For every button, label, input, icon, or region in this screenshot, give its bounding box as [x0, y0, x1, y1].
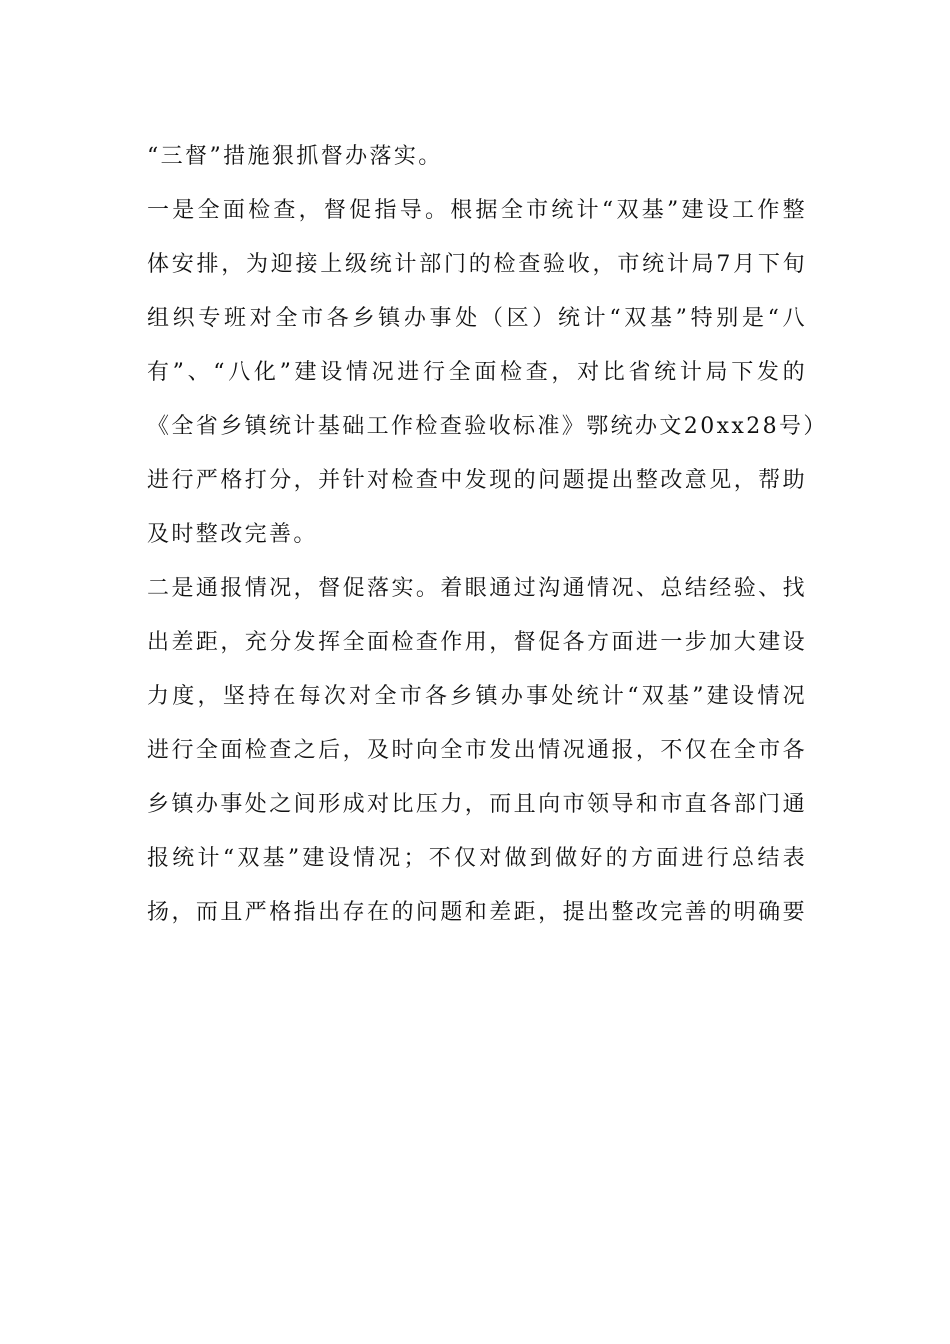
text-line-15: 扬，而且严格指出存在的问题和差距，提出整改完善的明确要	[147, 900, 807, 925]
text-line-1: “三督”措施狠抓督办落实。	[147, 144, 443, 169]
text-line-2: 一是全面检查，督促指导。根据全市统计“双基”建设工作整	[147, 198, 807, 223]
document-body	[147, 130, 828, 940]
text-line-12: 进行全面检查之后，及时向全市发出情况通报，不仅在全市各	[147, 738, 807, 763]
text-line-7: 进行严格打分，并针对检查中发现的问题提出整改意见，帮助	[147, 468, 807, 493]
text-line-6: 《全省乡镇统计基础工作检查验收标准》鄂统办文20xx28号）	[147, 414, 828, 439]
text-line-13: 乡镇办事处之间形成对比压力，而且向市领导和市直各部门通	[147, 792, 807, 817]
text-line-10: 出差距，充分发挥全面检查作用，督促各方面进一步加大建设	[147, 630, 807, 655]
text-line-9: 二是通报情况，督促落实。着眼通过沟通情况、总结经验、找	[147, 576, 807, 601]
text-line-3: 体安排，为迎接上级统计部门的检查验收，市统计局7月下旬	[147, 252, 807, 277]
text-line-4: 组织专班对全市各乡镇办事处（区）统计“双基”特别是“八	[147, 306, 807, 331]
text-line-5: 有”、“八化”建设情况进行全面检查，对比省统计局下发的	[147, 360, 807, 385]
text-line-8: 及时整改完善。	[147, 522, 318, 547]
text-line-11: 力度，坚持在每次对全市各乡镇办事处统计“双基”建设情况	[147, 684, 807, 709]
text-line-14: 报统计“双基”建设情况；不仅对做到做好的方面进行总结表	[147, 846, 807, 871]
